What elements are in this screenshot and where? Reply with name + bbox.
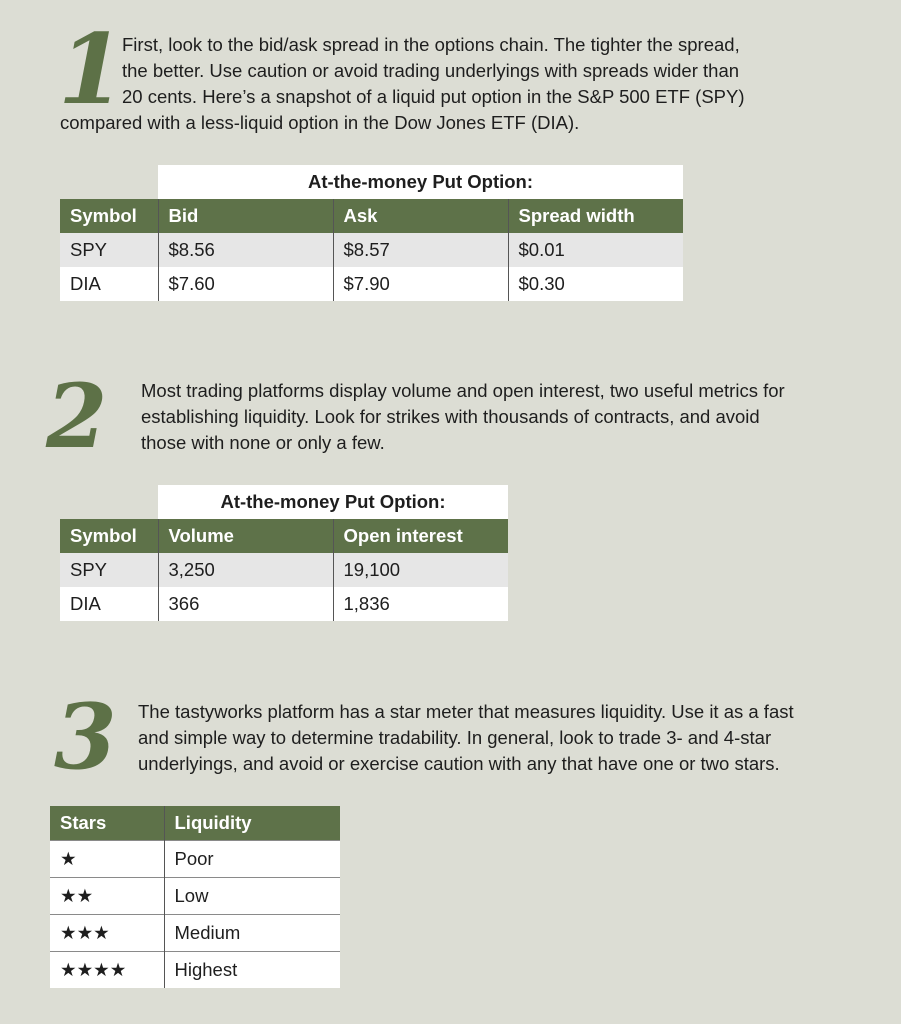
- table-header-row: [60, 199, 683, 233]
- table-row: [60, 267, 683, 301]
- table-row: [50, 878, 340, 915]
- table-cell: Poor: [164, 841, 340, 878]
- star-rating-icon: ★★★: [50, 915, 164, 952]
- star-rating-icon: ★★★★: [50, 952, 164, 989]
- step-number-2: 2: [46, 364, 108, 468]
- table-row: [60, 587, 508, 621]
- table-row: [50, 915, 340, 952]
- section3-line: The tastyworks platform has a star meter that measures liquidity. Use it as a fast: [138, 701, 794, 722]
- table-cell: Medium: [164, 915, 340, 952]
- column-header: Symbol: [60, 199, 158, 233]
- table-cell: Highest: [164, 952, 340, 989]
- column-header: Open interest: [333, 519, 508, 553]
- section3-line: and simple way to determine tradability. In general, look to trade 3- and 4-star: [138, 727, 772, 748]
- column-header: Symbol: [60, 519, 158, 553]
- section3-paragraph: [138, 699, 883, 777]
- section2-line: establishing liquidity. Look for strikes with thousands of contracts, and avoid: [141, 406, 760, 427]
- column-header: Stars: [50, 806, 164, 841]
- table-cell: $7.60: [158, 267, 333, 301]
- section3-line: underlyings, and avoid or exercise caution with any that have one or two stars.: [138, 753, 780, 774]
- section1-line: the better. Use caution or avoid trading underlyings with spreads wider than: [122, 60, 740, 81]
- table-row: [50, 952, 340, 989]
- section2-line: those with none or only a few.: [141, 432, 385, 453]
- table-cell: DIA: [60, 267, 158, 301]
- bid-ask-table: [60, 165, 683, 301]
- table-header-row: [50, 806, 340, 841]
- volume-open-interest-table: [60, 485, 508, 621]
- table-cell: 3,250: [158, 553, 333, 587]
- table-cell: 366: [158, 587, 333, 621]
- section1-paragraph: [60, 32, 860, 136]
- table-header-row: [60, 519, 508, 553]
- table-row: [60, 233, 683, 267]
- section2-line: Most trading platforms display volume and open interest, two useful metrics for: [141, 380, 785, 401]
- column-header: Bid: [158, 199, 333, 233]
- star-rating-icon: ★: [50, 841, 164, 878]
- table-cell: DIA: [60, 587, 158, 621]
- section1-line: First, look to the bid/ask spread in the options chain. The tighter the spread,: [122, 34, 740, 55]
- table-cell: SPY: [60, 233, 158, 267]
- star-liquidity-table: [50, 806, 340, 988]
- star-rating-icon: ★★: [50, 878, 164, 915]
- table-cell: Low: [164, 878, 340, 915]
- section1-line: compared with a less-liquid option in the Dow Jones ETF (DIA).: [60, 112, 580, 133]
- section1-line: 20 cents. Here’s a snapshot of a liquid put option in the S&P 500 ETF (SPY): [122, 86, 745, 107]
- column-header: Ask: [333, 199, 508, 233]
- table-cell: $7.90: [333, 267, 508, 301]
- table-caption: At-the-money Put Option:: [158, 485, 508, 519]
- section2-paragraph: [141, 378, 881, 456]
- table-caption: At-the-money Put Option:: [158, 165, 683, 199]
- table-row: [60, 553, 508, 587]
- column-header: Liquidity: [164, 806, 340, 841]
- table-cell: $0.01: [508, 233, 683, 267]
- table-row: [50, 841, 340, 878]
- table-cell: SPY: [60, 553, 158, 587]
- table-cell: 1,836: [333, 587, 508, 621]
- table-cell: $8.57: [333, 233, 508, 267]
- table-cell: $0.30: [508, 267, 683, 301]
- column-header: Spread width: [508, 199, 683, 233]
- step-number-3: 3: [54, 684, 117, 790]
- table-cell: 19,100: [333, 553, 508, 587]
- column-header: Volume: [158, 519, 333, 553]
- step-number-1: 1: [58, 13, 125, 126]
- table-cell: $8.56: [158, 233, 333, 267]
